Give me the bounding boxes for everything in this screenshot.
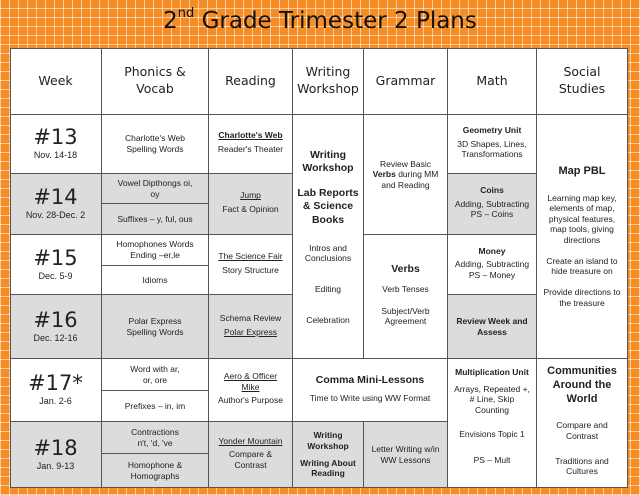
header-math: Math: [448, 48, 537, 115]
phonics-week-17a: Word with ar, or, ore: [102, 359, 209, 391]
phonics-week-16: Polar Express Spelling Words: [102, 295, 209, 359]
phonics-week-17b: Prefixes – in, im: [102, 391, 209, 422]
header-social: Social Studies: [537, 48, 628, 115]
week-17: #17* Jan. 2-6: [10, 359, 102, 422]
reading-week-14: Jump Fact & Opinion: [209, 174, 293, 235]
week-13: #13 Nov. 14-18: [10, 115, 102, 174]
social-communities: Communities Around the World Compare and Contrast Traditions and Cultures: [537, 359, 628, 488]
week-14: #14 Nov. 28-Dec. 2: [10, 174, 102, 235]
math-multiplication: Multiplication Unit Arrays, Repeated +, # Line, Skip Counting Envisions Topic 1 PS – Mult: [448, 359, 537, 488]
plan-table: [10, 48, 628, 488]
grammar-week-18: Letter Writing w/in WW Lessons: [364, 422, 448, 488]
page-title: 2nd Grade Trimester 2 Plans: [163, 6, 477, 34]
header-writing: Writing Workshop: [293, 48, 364, 115]
reading-week-15: The Science Fair Story Structure: [209, 235, 293, 295]
header-week: Week: [10, 48, 102, 115]
phonics-week-13: Charlotte's Web Spelling Words: [102, 115, 209, 174]
math-week-15: Money Adding, Subtracting PS – Money: [448, 235, 537, 295]
week-15: #15 Dec. 5-9: [10, 235, 102, 295]
reading-week-18: Yonder Mountain Compare & Contrast: [209, 422, 293, 488]
phonics-week-18a: Contractions n't, 'd, 've: [102, 422, 209, 454]
header-grammar: Grammar: [364, 48, 448, 115]
math-week-13: Geometry Unit 3D Shapes, Lines, Transformations: [448, 115, 537, 174]
week-16: #16 Dec. 12-16: [10, 295, 102, 359]
phonics-week-15b: Idioms: [102, 266, 209, 295]
phonics-week-15a: Homophones Words Ending –er,le: [102, 235, 209, 266]
writing-workshop-block: Writing Workshop Lab Reports & Science Books Intros and Conclusions Editing Celebration: [293, 115, 364, 359]
reading-week-16: Schema Review Polar Express: [209, 295, 293, 359]
phonics-week-14b: Suffixes – y, ful, ous: [102, 204, 209, 235]
phonics-week-14a: Vowel Dipthongs oi, oy: [102, 174, 209, 204]
grammar-verbs: Verbs Verb Tenses Subject/Verb Agreement: [364, 235, 448, 359]
grammar-review-verbs: Review Basic Verbs during MM and Reading: [364, 115, 448, 235]
header-reading: Reading: [209, 48, 293, 115]
week-18: #18 Jan. 9-13: [10, 422, 102, 488]
math-week-16: Review Week and Assess: [448, 295, 537, 359]
math-week-14: Coins Adding, Subtracting PS – Coins: [448, 174, 537, 235]
comma-mini-lessons: Comma Mini-Lessons Time to Write using WW Format: [293, 359, 448, 422]
reading-week-13: Charlotte's Web Reader's Theater: [209, 115, 293, 174]
phonics-week-18b: Homophone & Homographs: [102, 454, 209, 488]
social-map-pbl: Map PBL Learning map key, elements of map, physical features, map tools, giving directions Create an island to hide treasure on Provide directions to the treasure: [537, 115, 628, 359]
header-phonics: Phonics & Vocab: [102, 48, 209, 115]
writing-week-18: Writing Workshop Writing About Reading: [293, 422, 364, 488]
reading-week-17: Aero & Officer Mike Author's Purpose: [209, 359, 293, 422]
